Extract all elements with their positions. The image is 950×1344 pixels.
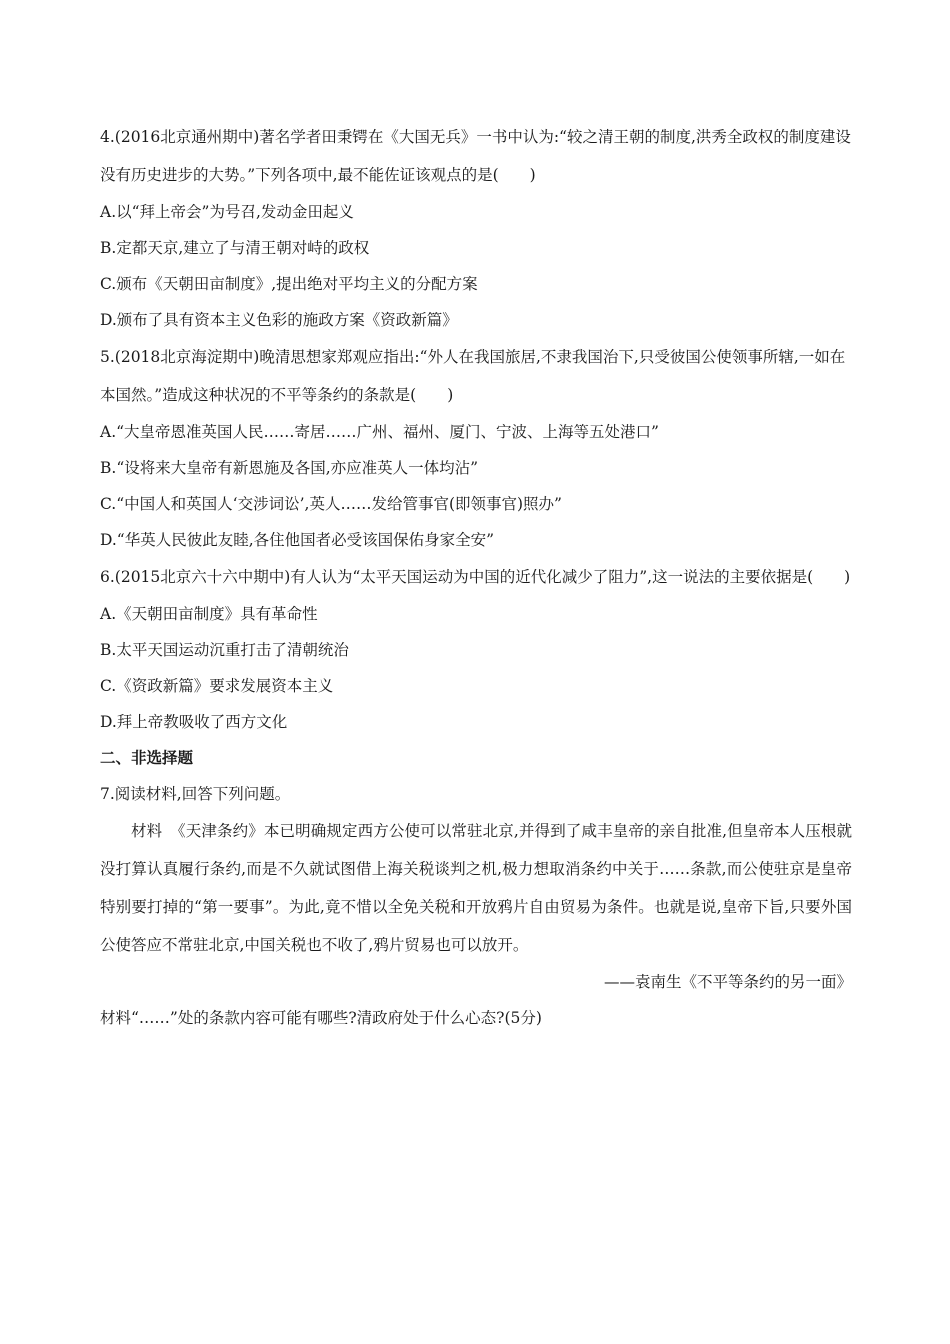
option-d: D.颁布了具有资本主义色彩的施政方案《资政新篇》 — [100, 311, 458, 329]
option-a: A.以“拜上帝会”为号召,发动金田起义 — [100, 203, 354, 221]
option-d: D.“华英人民彼此友睦,各住他国者必受该国保佑身家全安” — [100, 531, 495, 549]
question-6 — [100, 558, 852, 740]
question-prompt: 材料“……”处的条款内容可能有哪些?清政府处于什么心态?(5分) — [100, 1009, 542, 1027]
question-4 — [100, 118, 852, 338]
question-7 — [100, 776, 852, 1036]
option-a: A.“大皇帝恩准英国人民……寄居……广州、福州、厦门、宁波、上海等五处港口” — [100, 423, 659, 441]
question-stem: 5.(2018北京海淀期中)晚清思想家郑观应指出:“外人在我国旅居,不隶我国治下,只受彼国公使领事所辖,一如在本国然。”造成这种状况的不平等条约的条款是( ) — [100, 348, 846, 404]
question-stem: 4.(2016北京通州期中)著名学者田秉锷在《大国无兵》一书中认为:“较之清王朝的制度,洪秀全政权的制度建设没有历史进步的大势。”下列各项中,最不能佐证该观点的是( ) — [100, 128, 851, 184]
option-b: B.太平天国运动沉重打击了清朝统治 — [100, 641, 349, 659]
option-b: B.“设将来大皇帝有新恩施及各国,亦应准英人一体均沾” — [100, 459, 479, 477]
question-stem: 6.(2015北京六十六中期中)有人认为“太平天国运动为中国的近代化减少了阻力”,这一说法的主要依据是( ) — [100, 568, 851, 586]
option-c: C.颁布《天朝田亩制度》,提出绝对平均主义的分配方案 — [100, 275, 478, 293]
option-a: A.《天朝田亩制度》具有革命性 — [100, 605, 318, 623]
option-c: C.“中国人和英国人‘交涉词讼’,英人……发给管事官(即领事官)照办” — [100, 495, 562, 513]
question-5 — [100, 338, 852, 558]
option-b: B.定都天京,建立了与清王朝对峙的政权 — [100, 239, 370, 257]
section-title: 二、非选择题 — [100, 749, 194, 767]
option-d: D.拜上帝教吸收了西方文化 — [100, 713, 288, 731]
document-page — [100, 118, 852, 1036]
material-source: ——袁南生《不平等条约的另一面》 — [603, 973, 852, 991]
question-stem: 7.阅读材料,回答下列问题。 — [100, 785, 291, 803]
material-text: 材料 《天津条约》本已明确规定西方公使可以常驻北京,并得到了咸丰皇帝的亲自批准,但皇帝本人压根就没打算认真履行条约,而是不久就试图借上海关税谈判之机,极力想取消条约中关于……条款,而公使驻京是皇帝特别要打掉的“第一要事”。为此,竟不惜以全免关税和开放鸦片自由贸易为条件。也就是说,皇帝下旨,只要外国公使答应不常驻北京,中国关税也不收了,鸦片贸易也可以放开。 — [100, 822, 852, 954]
option-c: C.《资政新篇》要求发展资本主义 — [100, 677, 334, 695]
